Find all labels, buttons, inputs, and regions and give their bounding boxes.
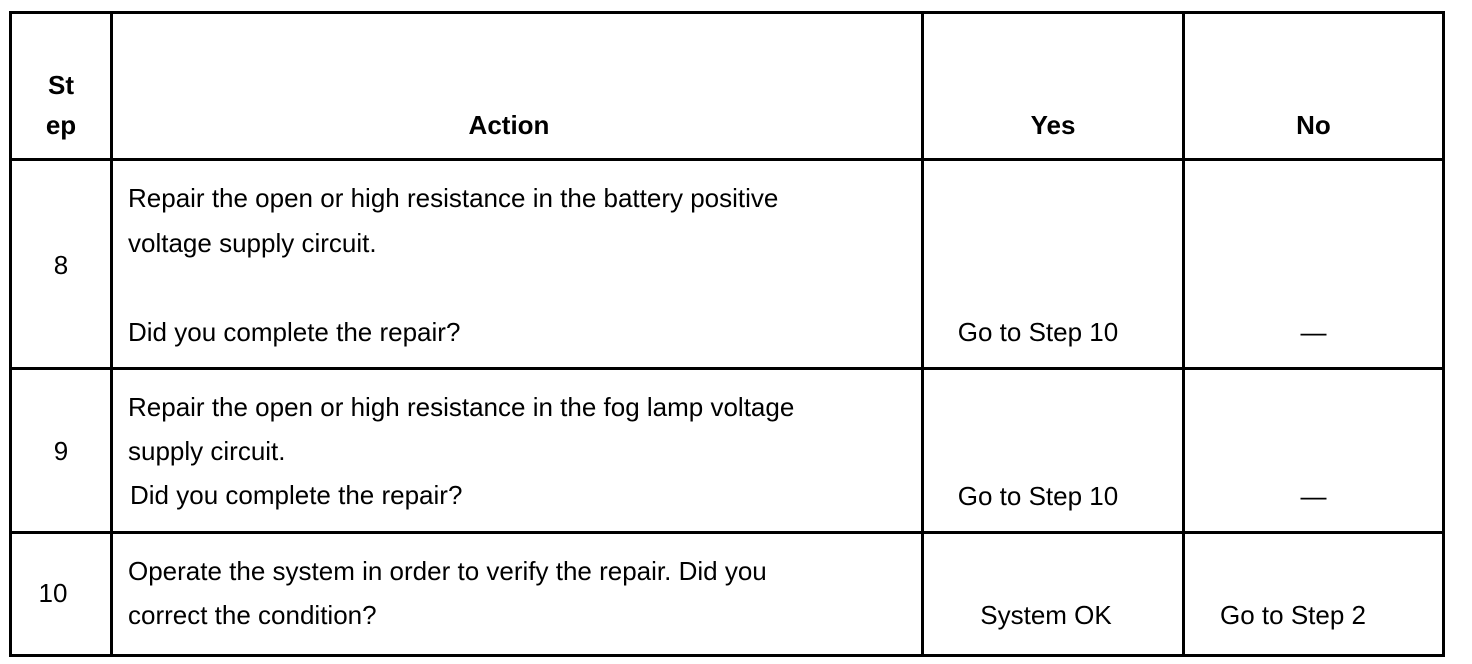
action-text-line2: supply circuit. (128, 436, 286, 466)
yes-result: Go to Step 10 (957, 481, 1119, 511)
no-result: Go to Step 2 (1220, 600, 1366, 630)
step-header-line1: St (48, 70, 74, 100)
step-number: 9 (53, 436, 69, 466)
no-header: No (1296, 110, 1331, 140)
yes-result: System OK (980, 600, 1112, 630)
table-top-border (9, 11, 1445, 14)
no-result: — (1300, 481, 1327, 511)
yes-header: Yes (1030, 110, 1076, 140)
table-right-border (1442, 11, 1445, 657)
yes-result: Go to Step 10 (957, 317, 1119, 347)
action-text-line1: Operate the system in order to verify the repair. Did you (128, 556, 767, 586)
action-question: Did you complete the repair? (128, 317, 461, 347)
table-bottom-border (9, 654, 1445, 657)
action-text-line1: Repair the open or high resistance in the fog lamp voltage (128, 392, 795, 422)
row-9-bottom-border (9, 531, 1445, 534)
step-header-line2: ep (45, 110, 77, 140)
action-text-line2: correct the condition? (128, 600, 377, 630)
action-text-line1: Repair the open or high resistance in the battery positive (128, 183, 779, 213)
row-8-bottom-border (9, 367, 1445, 370)
diagnostic-table (9, 11, 1445, 657)
step-number: 8 (53, 250, 69, 280)
no-result: — (1300, 317, 1327, 347)
action-text-line2: voltage supply circuit. (128, 228, 377, 258)
header-bottom-border (9, 158, 1445, 161)
action-question: Did you complete the repair? (130, 480, 463, 510)
action-header: Action (468, 110, 550, 140)
step-number: 10 (38, 578, 68, 608)
